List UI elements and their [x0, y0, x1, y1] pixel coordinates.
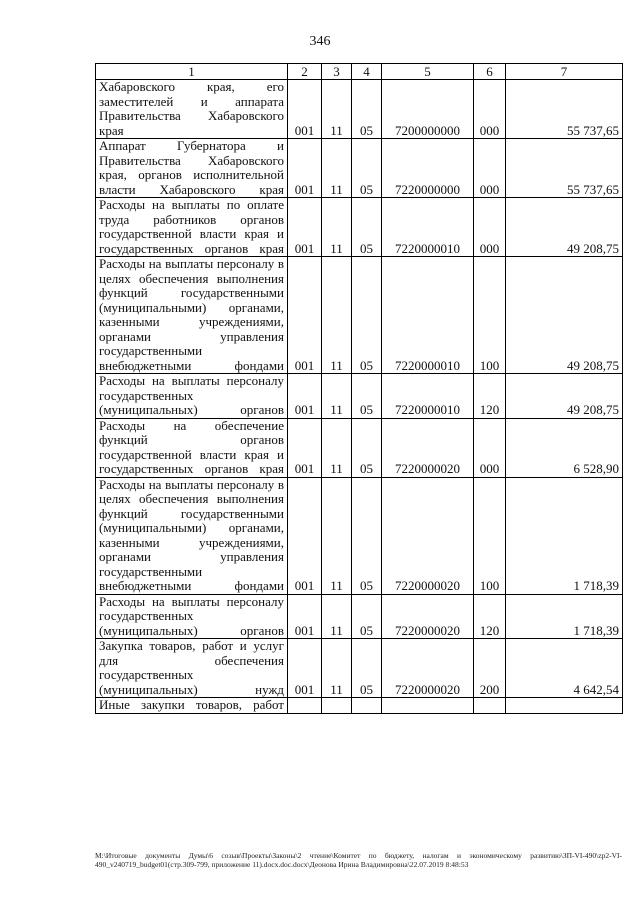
subsection-code: 05 — [352, 139, 382, 198]
expense-type-code: 100 — [474, 257, 506, 374]
column-header: 4 — [352, 64, 382, 80]
section-code: 11 — [322, 198, 352, 257]
item-name: Иные закупки товаров, работ — [99, 697, 284, 712]
table-row — [96, 80, 623, 139]
expense-type-code: 000 — [474, 80, 506, 139]
expense-type-code: 200 — [474, 639, 506, 698]
column-header: 6 — [474, 64, 506, 80]
item-name: Аппарат Губернатора и Правительства Хабаровского края, органов исполнительной власти Хабаровского края — [99, 138, 284, 197]
column-header: 7 — [506, 64, 623, 80]
item-name-cell — [96, 594, 288, 639]
ministry-code: 001 — [288, 139, 322, 198]
target-article-code: 7220000020 — [382, 639, 474, 698]
subsection-code: 05 — [352, 639, 382, 698]
amount: 49 208,75 — [506, 198, 623, 257]
section-code: 11 — [322, 80, 352, 139]
column-header: 5 — [382, 64, 474, 80]
target-article-code: 7200000000 — [382, 80, 474, 139]
table-row — [96, 418, 623, 477]
item-name: Расходы на обеспечение функций органов государственной власти края и государственных органов края — [99, 418, 284, 476]
table-row — [96, 594, 623, 639]
expense-type-code — [474, 698, 506, 714]
subsection-code: 05 — [352, 374, 382, 419]
column-header: 1 — [96, 64, 288, 80]
table-row — [96, 198, 623, 257]
table-row — [96, 639, 623, 698]
item-name-cell — [96, 198, 288, 257]
amount: 49 208,75 — [506, 374, 623, 419]
subsection-code: 05 — [352, 477, 382, 594]
amount — [506, 698, 623, 714]
target-article-code: 7220000020 — [382, 477, 474, 594]
amount: 55 737,65 — [506, 80, 623, 139]
section-code — [322, 698, 352, 714]
subsection-code: 05 — [352, 594, 382, 639]
amount: 1 718,39 — [506, 594, 623, 639]
ministry-code: 001 — [288, 594, 322, 639]
target-article-code: 7220000010 — [382, 257, 474, 374]
section-code: 11 — [322, 639, 352, 698]
amount: 6 528,90 — [506, 418, 623, 477]
item-name-cell — [96, 418, 288, 477]
item-name: Закупка товаров, работ и услуг для обеспечения государственных (муниципальных) нужд — [99, 638, 284, 697]
item-name-cell — [96, 139, 288, 198]
item-name-cell — [96, 80, 288, 139]
target-article-code: 7220000020 — [382, 594, 474, 639]
target-article-code: 7220000010 — [382, 198, 474, 257]
ministry-code: 001 — [288, 418, 322, 477]
table-row — [96, 257, 623, 374]
table-row — [96, 477, 623, 594]
target-article-code: 7220000000 — [382, 139, 474, 198]
item-name: Расходы на выплаты персоналу в целях обеспечения выполнения функций государственными (муниципальными) органами, казенными учреждениями, органами управления государственными внебюджетными фондами — [99, 477, 284, 593]
budget-table — [95, 63, 623, 714]
expense-type-code: 120 — [474, 374, 506, 419]
ministry-code: 001 — [288, 257, 322, 374]
item-name-cell — [96, 257, 288, 374]
item-name: Расходы на выплаты персоналу государственных (муниципальных) органов — [99, 373, 284, 417]
amount: 4 642,54 — [506, 639, 623, 698]
table-row — [96, 374, 623, 419]
item-name: Расходы на выплаты персоналу государственных (муниципальных) органов — [99, 594, 284, 638]
expense-type-code: 000 — [474, 139, 506, 198]
item-name: Расходы на выплаты персоналу в целях обеспечения выполнения функций государственными (муниципальными) органами, казенными учреждениями, органами управления государственными внебюджетными фондами — [99, 256, 284, 373]
table-header-row — [96, 64, 623, 80]
section-code: 11 — [322, 477, 352, 594]
section-code: 11 — [322, 594, 352, 639]
amount: 1 718,39 — [506, 477, 623, 594]
item-name-cell — [96, 374, 288, 419]
subsection-code: 05 — [352, 80, 382, 139]
ministry-code: 001 — [288, 374, 322, 419]
amount: 55 737,65 — [506, 139, 623, 198]
file-path-footer: M:\Итоговые документы Думы\6 созыв\Проекты\Законы\2 чтение\Комитет по бюджету, налогам и экономическому развитию\ЗП-VI-490\zp2-VI-490_v240719_budget01(стр.309-799, приложение 11).docx.doc.docx\Деонова Ирина Владимировна\22.07.2019 8:48:53 — [95, 851, 622, 869]
page-number: 346 — [309, 34, 331, 49]
ministry-code: 001 — [288, 198, 322, 257]
ministry-code: 001 — [288, 477, 322, 594]
target-article-code: 7220000010 — [382, 374, 474, 419]
subsection-code: 05 — [352, 198, 382, 257]
item-name-cell — [96, 477, 288, 594]
section-code: 11 — [322, 374, 352, 419]
target-article-code: 7220000020 — [382, 418, 474, 477]
item-name: Хабаровского края, его заместителей и аппарата Правительства Хабаровского края — [99, 79, 284, 138]
item-name: Расходы на выплаты по оплате труда работников органов государственной власти края и государственных органов края — [99, 197, 284, 256]
ministry-code: 001 — [288, 639, 322, 698]
table-row — [96, 698, 623, 714]
table-row — [96, 139, 623, 198]
column-header: 3 — [322, 64, 352, 80]
target-article-code — [382, 698, 474, 714]
item-name-cell — [96, 639, 288, 698]
expense-type-code: 100 — [474, 477, 506, 594]
expense-type-code: 120 — [474, 594, 506, 639]
column-header: 2 — [288, 64, 322, 80]
expense-type-code: 000 — [474, 198, 506, 257]
item-name-cell — [96, 698, 288, 714]
section-code: 11 — [322, 418, 352, 477]
amount: 49 208,75 — [506, 257, 623, 374]
subsection-code: 05 — [352, 418, 382, 477]
ministry-code — [288, 698, 322, 714]
subsection-code: 05 — [352, 257, 382, 374]
section-code: 11 — [322, 139, 352, 198]
section-code: 11 — [322, 257, 352, 374]
ministry-code: 001 — [288, 80, 322, 139]
subsection-code — [352, 698, 382, 714]
expense-type-code: 000 — [474, 418, 506, 477]
